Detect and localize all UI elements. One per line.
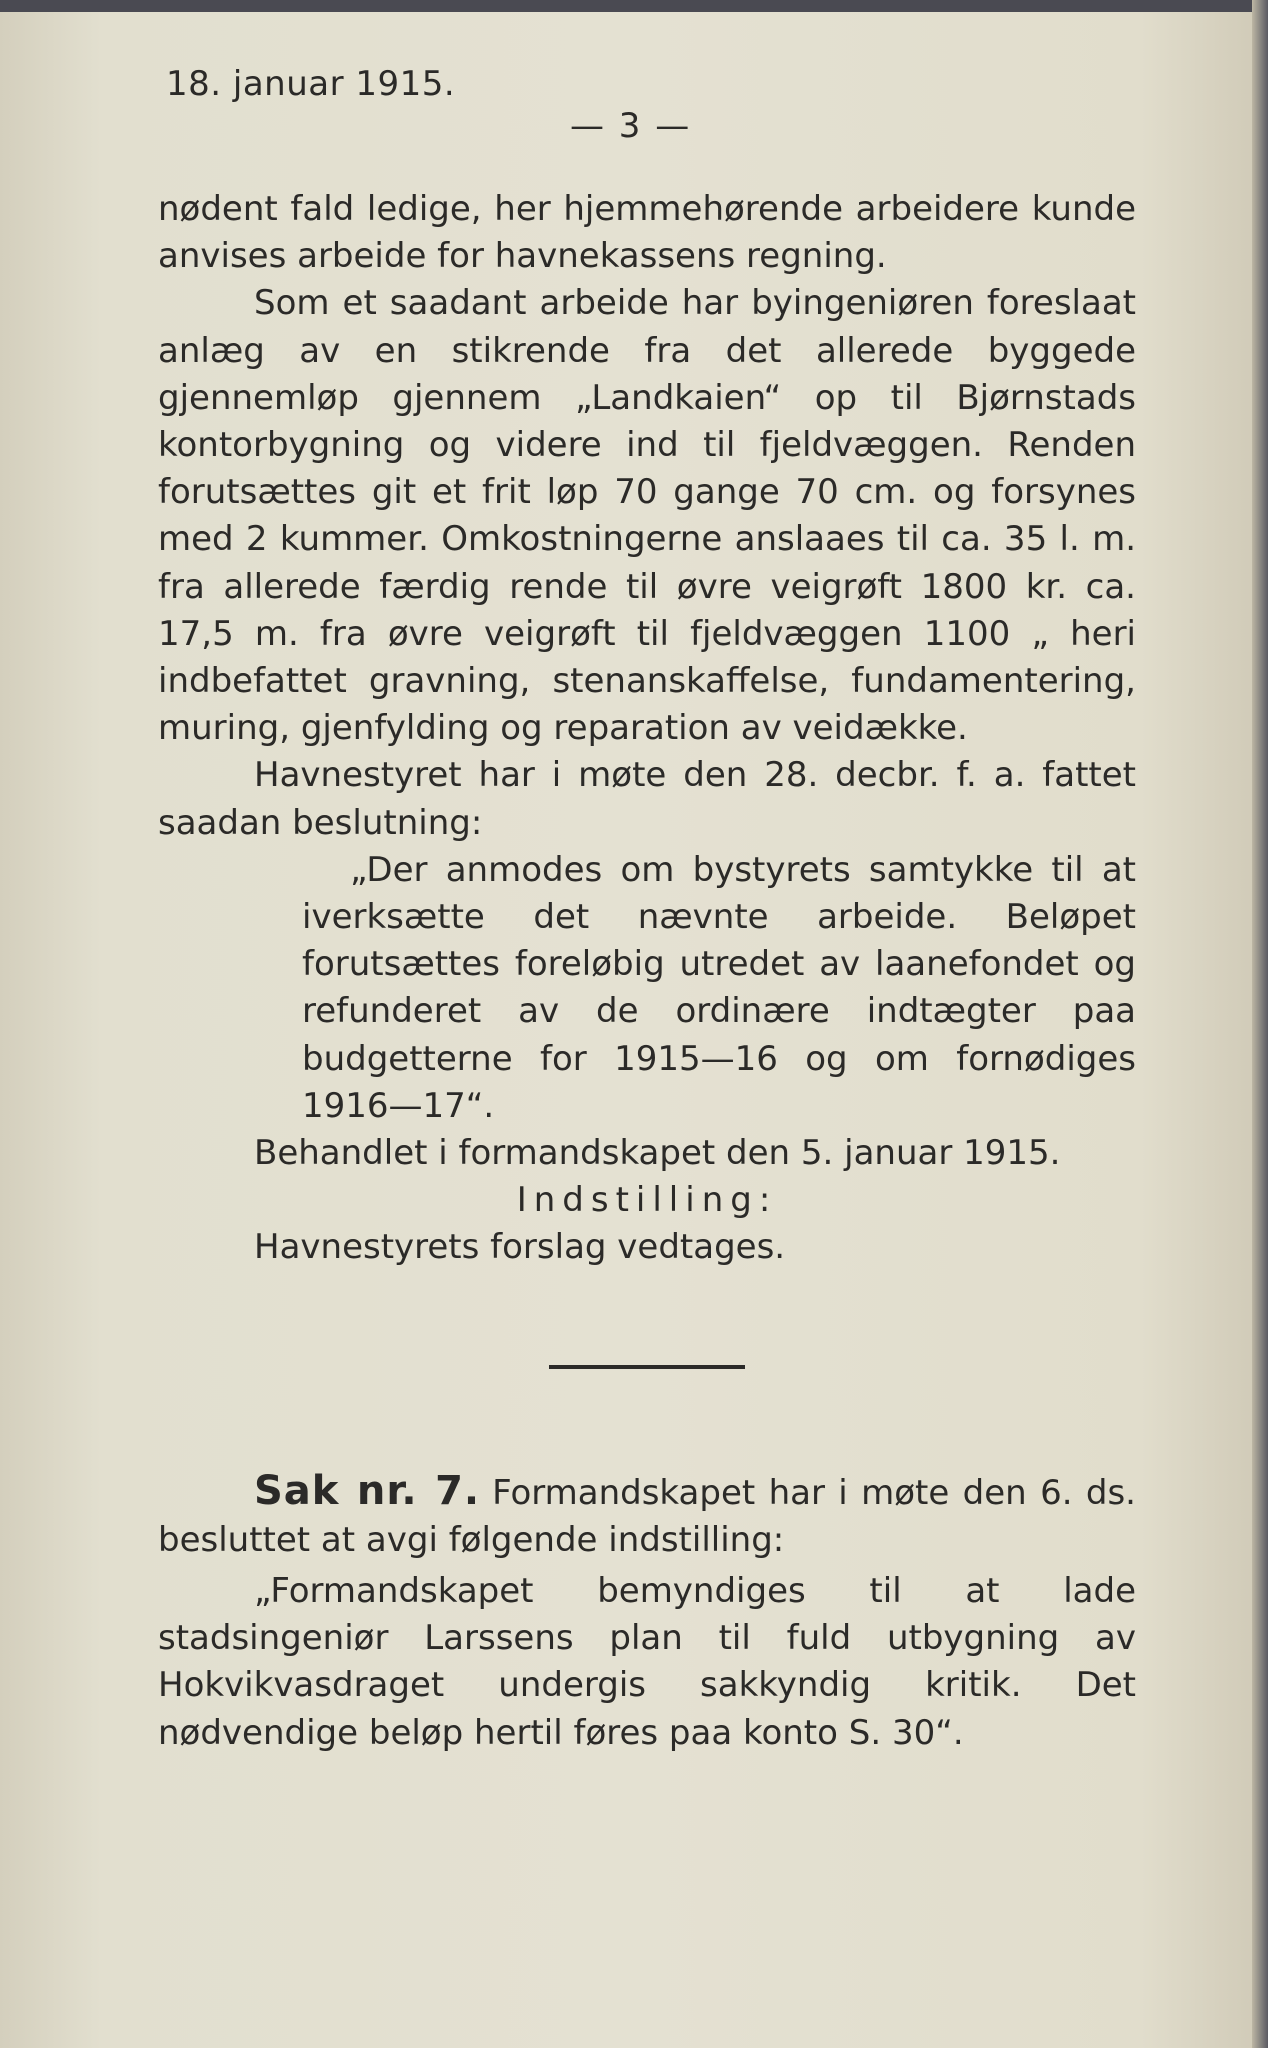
- page-date: 18. januar 1915.: [166, 64, 456, 104]
- section-divider: [549, 1365, 745, 1369]
- scan-top-edge: [0, 0, 1268, 12]
- scan-right-edge: [1252, 0, 1268, 2048]
- quoted-decision: „Der anmodes om bystyrets samtykke til at iverksætte det nævnte arbeide. Beløpet forutsættes foreløbig utredet av laanefondet og refunderet av de ordinære indtægter paa budgetterne for 1915—16 og om fornødiges 1916—17“.: [302, 849, 1136, 1126]
- heading-recommendation: Indstilling:: [516, 1180, 778, 1221]
- paragraph-decision-intro: Havnestyret har i møte den 28. decbr. f. a. fattet saadan beslutning:: [158, 755, 1136, 843]
- paragraph-sak-7: [158, 1468, 1136, 1564]
- quoted-recommendation: „Formandskapet bemyndiges til at lade stadsingeniør Larssens plan til fuld utbygning av Hokvikvasdraget undergis sakkyndig kritik. Det nødvendige beløp hertil føres paa konto S. 30“.: [158, 1571, 1136, 1753]
- paragraph-treated: Behandlet i formandskapet den 5. januar 1915.: [254, 1133, 1061, 1174]
- case-intro: Formandskapet har i møte den 6. ds. besluttet at avgi følgende indstilling:: [158, 1472, 1136, 1560]
- paragraph-recommendation: Havnestyrets forslag vedtages.: [254, 1227, 786, 1268]
- document-body: [158, 186, 1136, 1757]
- case-label: Sak nr. 7.: [254, 1467, 481, 1514]
- page-number: — 3 —: [570, 106, 692, 146]
- paragraph-proposal: Som et saadant arbeide har byingeniøren foreslaat anlæg av en stikrende fra det allerede byggede gjennemløp gjennem „Landkaien“ op til Bjørnstads kontorbygning og videre ind til fjeldvæggen. Renden forutsættes git et frit løp 70 gange 70 cm. og forsynes med 2 kummer. Omkostningerne anslaaes til ca. 35 l. m. fra allerede færdig rende til øvre veigrøft 1800 kr. ca. 17,5 m. fra øvre veigrøft til fjeldvæggen 1100 „ heri indbefattet gravning, stenanskaffelse, fundamentering, muring, gjenfylding og reparation av veidække.: [158, 283, 1136, 749]
- paragraph-continuation: nødent fald ledige, her hjemmehørende arbeidere kunde anvises arbeide for havnekassens regning.: [158, 189, 1136, 277]
